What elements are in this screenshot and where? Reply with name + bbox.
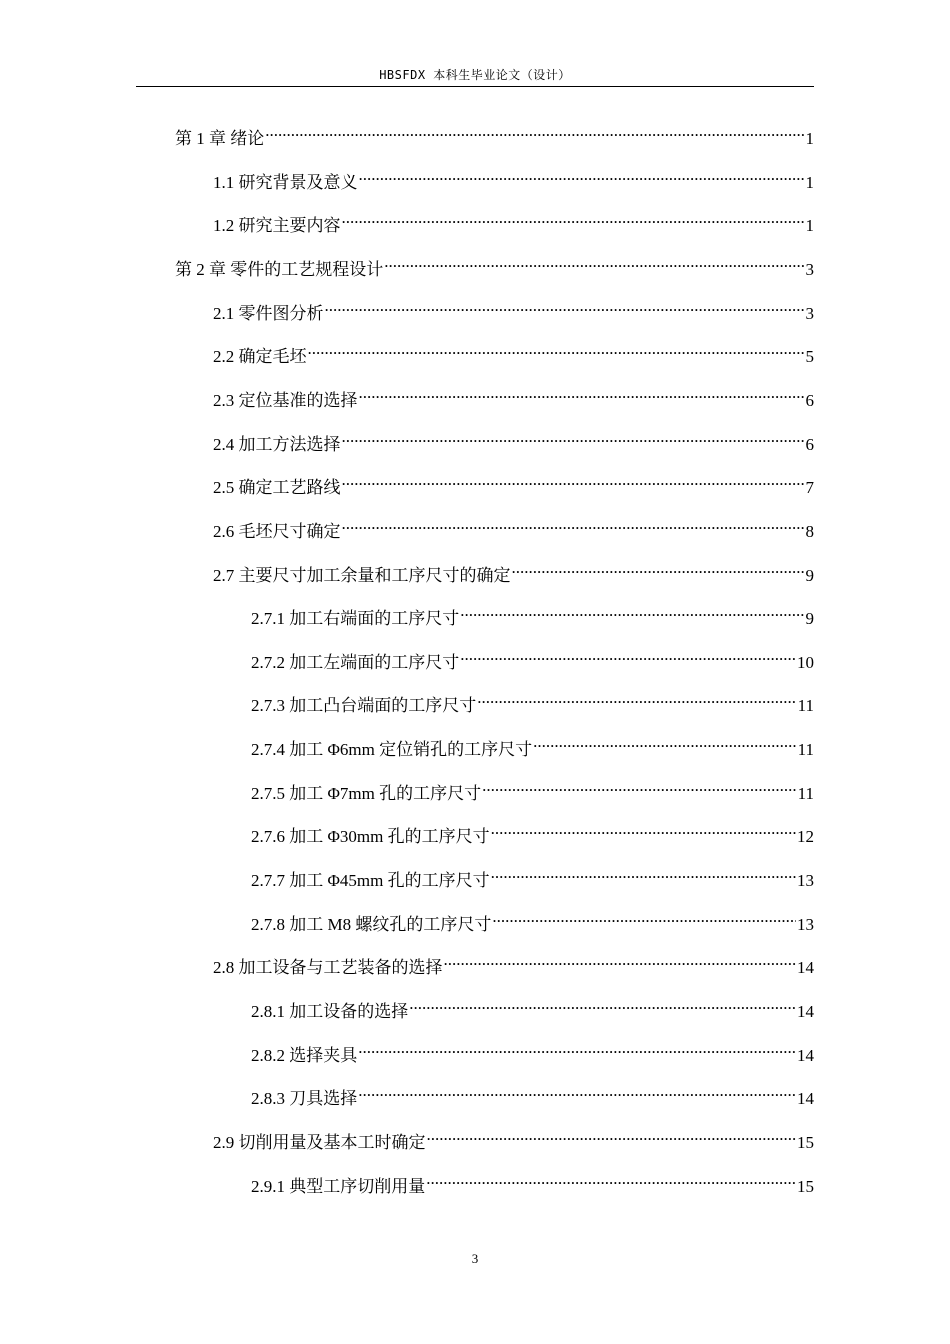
toc-entry[interactable] <box>251 773 814 803</box>
toc-entry-page: 11 <box>797 696 814 715</box>
toc-dot-leader <box>512 555 805 581</box>
toc-entry[interactable] <box>251 904 814 934</box>
toc-dot-leader <box>359 162 805 188</box>
toc-dot-leader <box>492 904 796 930</box>
toc-entry[interactable] <box>251 991 814 1021</box>
toc-entry-title: 2.9 切削用量及基本工时确定 <box>213 1133 426 1152</box>
toc-entry-title: 2.6 毛坯尺寸确定 <box>213 522 341 541</box>
page-header-title: HBSFDX 本科生毕业论文（设计） <box>379 68 571 82</box>
toc-dot-leader <box>342 205 805 231</box>
toc-entry-page: 9 <box>805 566 814 585</box>
toc-dot-leader <box>482 773 797 799</box>
toc-entry[interactable] <box>175 118 814 148</box>
toc-entry-page: 3 <box>805 304 814 323</box>
toc-entry-title: 2.7.1 加工右端面的工序尺寸 <box>251 609 460 628</box>
toc-entry-page: 1 <box>805 129 814 148</box>
toc-dot-leader <box>342 467 805 493</box>
toc-dot-leader <box>325 293 805 319</box>
toc-entry-page: 6 <box>805 391 814 410</box>
toc-dot-leader <box>358 1078 796 1104</box>
toc-entry[interactable] <box>213 162 814 192</box>
toc-entry-title: 2.7.8 加工 M8 螺纹孔的工序尺寸 <box>251 915 492 934</box>
toc-entry-title: 第 1 章 绪论 <box>175 129 265 148</box>
toc-entry-page: 14 <box>797 1002 814 1021</box>
toc-entry-page: 1 <box>805 216 814 235</box>
toc-entry[interactable] <box>251 598 814 628</box>
toc-dot-leader <box>533 729 797 755</box>
toc-dot-leader <box>491 860 796 886</box>
toc-entry-title: 2.7.7 加工 Φ45mm 孔的工序尺寸 <box>251 871 490 890</box>
toc-dot-leader <box>460 598 804 624</box>
toc-entry[interactable] <box>213 1122 814 1152</box>
toc-entry[interactable] <box>213 947 814 977</box>
toc-entry-page: 7 <box>805 478 814 497</box>
toc-entry-page: 10 <box>797 653 814 672</box>
toc-entry-title: 2.7.4 加工 Φ6mm 定位销孔的工序尺寸 <box>251 740 533 759</box>
toc-entry-title: 2.7.3 加工凸台端面的工序尺寸 <box>251 696 477 715</box>
toc-entry-page: 15 <box>797 1177 814 1196</box>
toc-dot-leader <box>427 1122 797 1148</box>
toc-entry-page: 8 <box>805 522 814 541</box>
toc-entry[interactable] <box>213 511 814 541</box>
toc-entry-page: 3 <box>805 260 814 279</box>
toc-entry[interactable] <box>251 1078 814 1108</box>
toc-entry[interactable] <box>251 729 814 759</box>
toc-entry-title: 2.8 加工设备与工艺装备的选择 <box>213 958 443 977</box>
toc-dot-leader <box>265 118 804 144</box>
toc-entry[interactable] <box>213 336 814 366</box>
toc-entry-title: 2.9.1 典型工序切削用量 <box>251 1177 426 1196</box>
toc-entry[interactable] <box>251 1166 814 1196</box>
toc-entry-page: 13 <box>797 871 814 890</box>
toc-entry-title: 2.3 定位基准的选择 <box>213 391 358 410</box>
toc-entry-title: 2.5 确定工艺路线 <box>213 478 341 497</box>
toc-dot-leader <box>426 1166 796 1192</box>
toc-entry[interactable] <box>213 293 814 323</box>
toc-entry[interactable] <box>213 555 814 585</box>
toc-dot-leader <box>342 511 805 537</box>
toc-dot-leader <box>409 991 796 1017</box>
toc-entry-title: 1.1 研究背景及意义 <box>213 173 358 192</box>
toc-entry[interactable] <box>213 205 814 235</box>
toc-entry-page: 11 <box>797 784 814 803</box>
header-divider <box>136 86 814 87</box>
toc-entry-title: 2.2 确定毛坯 <box>213 347 307 366</box>
toc-entry-page: 14 <box>797 958 814 977</box>
toc-entry[interactable] <box>251 685 814 715</box>
toc-dot-leader <box>358 1035 796 1061</box>
toc-dot-leader <box>342 424 805 450</box>
toc-entry[interactable] <box>251 816 814 846</box>
toc-entry[interactable] <box>213 467 814 497</box>
toc-entry-title: 2.7 主要尺寸加工余量和工序尺寸的确定 <box>213 566 511 585</box>
toc-entry-page: 1 <box>805 173 814 192</box>
toc-entry-title: 2.7.2 加工左端面的工序尺寸 <box>251 653 460 672</box>
toc-entry-title: 2.8.3 刀具选择 <box>251 1089 358 1108</box>
page-number: 3 <box>471 1251 479 1266</box>
toc-entry[interactable] <box>175 249 814 279</box>
toc-dot-leader <box>359 380 805 406</box>
toc-entry-page: 13 <box>797 915 814 934</box>
toc-entry-page: 12 <box>797 827 814 846</box>
toc-entry-title: 1.2 研究主要内容 <box>213 216 341 235</box>
toc-entry-title: 第 2 章 零件的工艺规程设计 <box>175 260 384 279</box>
toc-entry-title: 2.1 零件图分析 <box>213 304 324 323</box>
toc-entry[interactable] <box>251 1035 814 1065</box>
toc-entry-page: 9 <box>805 609 814 628</box>
toc-dot-leader <box>477 685 796 711</box>
toc-entry[interactable] <box>251 642 814 672</box>
toc-entry-page: 15 <box>797 1133 814 1152</box>
toc-entry-page: 5 <box>805 347 814 366</box>
toc-dot-leader <box>308 336 805 362</box>
toc-entry-title: 2.4 加工方法选择 <box>213 435 341 454</box>
toc-dot-leader <box>460 642 796 668</box>
toc-dot-leader <box>491 816 796 842</box>
toc-dot-leader <box>384 249 804 275</box>
toc-entry[interactable] <box>213 424 814 454</box>
toc-dot-leader <box>444 947 797 973</box>
toc-entry-title: 2.8.1 加工设备的选择 <box>251 1002 409 1021</box>
toc-entry-title: 2.7.6 加工 Φ30mm 孔的工序尺寸 <box>251 827 490 846</box>
toc-entry-title: 2.7.5 加工 Φ7mm 孔的工序尺寸 <box>251 784 482 803</box>
toc-entry-title: 2.8.2 选择夹具 <box>251 1046 358 1065</box>
toc-entry-page: 11 <box>797 740 814 759</box>
toc-entry[interactable] <box>251 860 814 890</box>
toc-entry-page: 6 <box>805 435 814 454</box>
toc-entry-page: 14 <box>797 1046 814 1065</box>
toc-entry[interactable] <box>213 380 814 410</box>
toc-entry-page: 14 <box>797 1089 814 1108</box>
